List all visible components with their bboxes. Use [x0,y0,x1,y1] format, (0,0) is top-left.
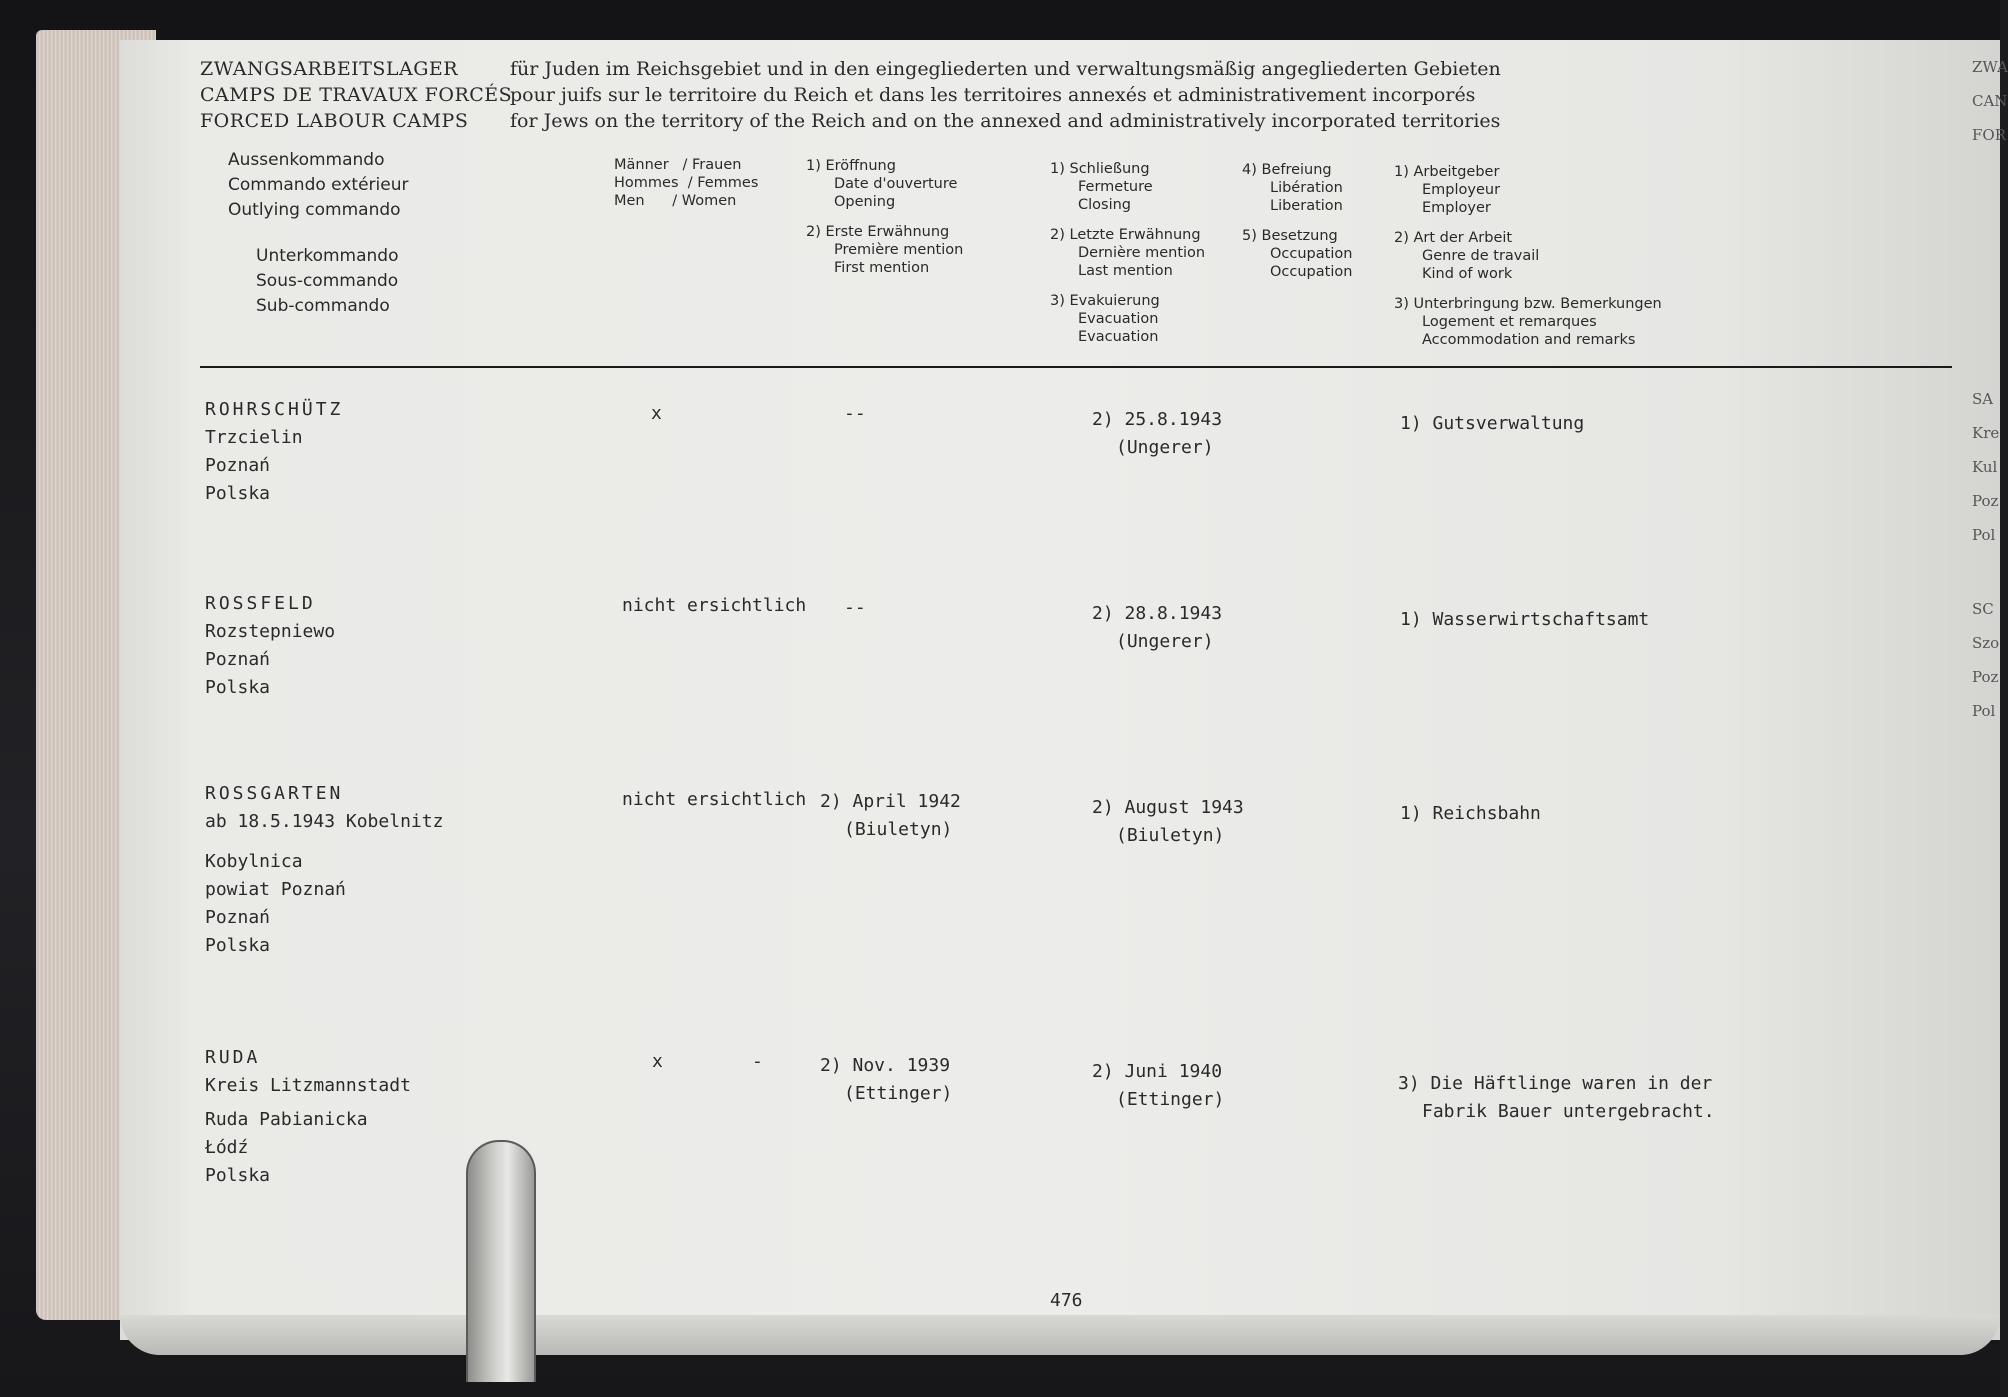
header-text: 5) Besetzung [1242,228,1338,244]
header-text: / Women [672,193,737,209]
edge-text: Kre [1972,424,2000,442]
entry-line: powiat Poznań [205,879,346,900]
heading-line: Unterkommando [256,246,399,266]
bookmark-tab [466,1140,536,1382]
entry-line: Polska [205,483,271,504]
entry-title: ROSSFELD [205,593,316,614]
header-text: Logement et remarques [1422,314,1597,330]
opening-value: -- [844,597,866,618]
header-text: Première mention [834,242,964,258]
edge-text: Pol [1972,702,1996,720]
heading-line: pour juifs sur le territoire du Reich et dans les territoires annexés et administrativement incorporés [510,84,1476,106]
header-text: Men [614,193,645,209]
entry-line: Polska [205,1165,271,1186]
employer-value [1398,1070,1715,1126]
header-text: 4) Befreiung [1242,162,1332,178]
header-text: Accommodation and remarks [1422,332,1636,348]
entry-line: Kreis Litzmannstadt [205,1075,411,1096]
employer-line: 3) Die Häftlinge waren in der [1398,1073,1713,1094]
opening-line: 2) April 1942 [820,791,961,812]
edge-text: Szo [1972,634,2000,652]
heading-line: Commando extérieur [228,175,409,195]
header-text: 1) Eröffnung [806,158,896,174]
closing-value [1092,406,1222,462]
heading-line: Outlying commando [228,200,401,220]
closing-line: 2) August 1943 [1092,797,1244,818]
header-text: Opening [834,194,896,210]
entry-line: Kobylnica [205,851,303,872]
header-text: 1) Arbeitgeber [1394,164,1500,180]
heading-line: for Jews on the territory of the Reich and on the annexed and administratively incorporated territories [510,110,1501,132]
closing-value [1092,1058,1224,1114]
opening-line: (Biuletyn) [844,819,953,840]
entry-line: Poznań [205,649,271,670]
entry-line: Poznań [205,907,271,928]
header-text: Closing [1078,197,1132,213]
entry-line: Trzcielin [205,427,303,448]
header-text: / Femmes [687,175,759,191]
header-text: Liberation [1270,198,1343,214]
gender-value: nicht ersichtlich [622,595,807,616]
header-text: Dernière mention [1078,245,1206,261]
closing-value [1092,600,1222,656]
header-text: / Frauen [682,157,742,173]
opening-value [820,788,961,844]
closing-value [1092,794,1244,850]
header-text: Last mention [1078,263,1173,279]
opening-column-header [806,157,963,277]
entry-line: Rozstepniewo [205,621,336,642]
heading-line: Aussenkommando [228,150,385,170]
camp-type-heading [200,56,512,134]
employer-line: 1) Reichsbahn [1400,803,1541,824]
opening-line: 2) Nov. 1939 [820,1055,951,1076]
header-text: Genre de travail [1422,248,1540,264]
header-text: 3) Unterbringung bzw. Bemerkungen [1394,296,1662,312]
header-text: Kind of work [1422,266,1513,282]
page-bottom-curve [120,1315,2000,1355]
header-text: Fermeture [1078,179,1153,195]
employer-line: 1) Gutsverwaltung [1400,413,1585,434]
gender-column-header [614,156,758,210]
employer-value [1400,606,1649,634]
right-page-edge-text [1972,50,2008,1300]
gender-dash: - [752,1051,763,1072]
header-text: Männer [614,157,669,173]
heading-line: ZWANGSARBEITSLAGER [200,58,459,80]
opening-value [820,1052,952,1108]
header-text: Date d'ouverture [834,176,958,192]
header-text: Evacuation [1078,329,1159,345]
edge-text: SA [1972,390,1994,408]
gender-value: x [652,1051,663,1072]
employer-column-header [1394,163,1662,349]
entry-location [205,590,335,702]
sub-commando-heading [256,244,398,319]
header-text: First mention [834,260,930,276]
heading-line: für Juden im Reichsgebiet und in den eingegliederten und verwaltungsmäßig angegliederten Gebieten [510,58,1501,80]
closing-line: (Ungerer) [1116,437,1214,458]
edge-text: SC [1972,600,1994,618]
header-divider-line [200,366,1952,368]
edge-text: Kul [1972,458,1998,476]
entry-line: Polska [205,677,271,698]
header-text: Employer [1422,200,1491,216]
entry-title: RUDA [205,1047,261,1068]
closing-line: 2) Juni 1940 [1092,1061,1223,1082]
employer-value [1400,800,1541,828]
heading-line: Sous-commando [256,271,399,291]
opening-line: (Ettinger) [844,1083,953,1104]
opening-value: -- [844,403,866,424]
closing-line: 2) 25.8.1943 [1092,409,1223,430]
entry-title: ROHRSCHÜTZ [205,399,344,420]
entry-line: Poznań [205,455,271,476]
liberation-column-header [1242,161,1352,281]
heading-line: FORCED LABOUR CAMPS [200,110,469,132]
heading-line: CAMPS DE TRAVAUX FORCÉS [200,84,513,106]
entry-line: Łódź [205,1137,249,1158]
heading-line: Sub-commando [256,296,390,316]
closing-line: (Ungerer) [1116,631,1214,652]
employer-line: 1) Wasserwirtschaftsamt [1400,609,1650,630]
header-text: 3) Evakuierung [1050,293,1160,309]
header-text: 2) Art der Arbeit [1394,230,1513,246]
gender-value: x [651,403,662,424]
employer-value [1400,410,1584,438]
edge-text: ZWA [1972,58,2008,76]
edge-text: Poz [1972,668,1999,686]
entry-location [205,780,443,960]
header-text: 2) Erste Erwähnung [806,224,950,240]
entry-line: Ruda Pabianicka [205,1109,368,1130]
edge-text: CAN [1972,92,2008,110]
closing-line: 2) 28.8.1943 [1092,603,1223,624]
header-text: Employeur [1422,182,1501,198]
header-text: Occupation [1270,246,1353,262]
header-text: Hommes [614,175,679,191]
edge-text: Pol [1972,526,1996,544]
entry-location [205,396,343,508]
header-text: Libération [1270,180,1343,196]
employer-line: Fabrik Bauer untergebracht. [1422,1101,1715,1122]
header-text: Evacuation [1078,311,1159,327]
closing-line: (Biuletyn) [1116,825,1225,846]
entry-location [205,1044,411,1190]
entry-line: ab 18.5.1943 Kobelnitz [205,811,444,832]
edge-text: FOR [1972,126,2006,144]
closing-line: (Ettinger) [1116,1089,1225,1110]
edge-text: Poz [1972,492,1999,510]
scope-heading [510,56,1501,134]
page-number: 476 [1050,1290,1083,1311]
entry-line: Polska [205,935,271,956]
entry-title: ROSSGARTEN [205,783,344,804]
gender-value: nicht ersichtlich [622,789,807,810]
header-text: 1) Schließung [1050,161,1150,177]
outlying-commando-heading [228,148,408,223]
closing-column-header [1050,160,1205,346]
header-text: 2) Letzte Erwähnung [1050,227,1201,243]
header-text: Occupation [1270,264,1353,280]
